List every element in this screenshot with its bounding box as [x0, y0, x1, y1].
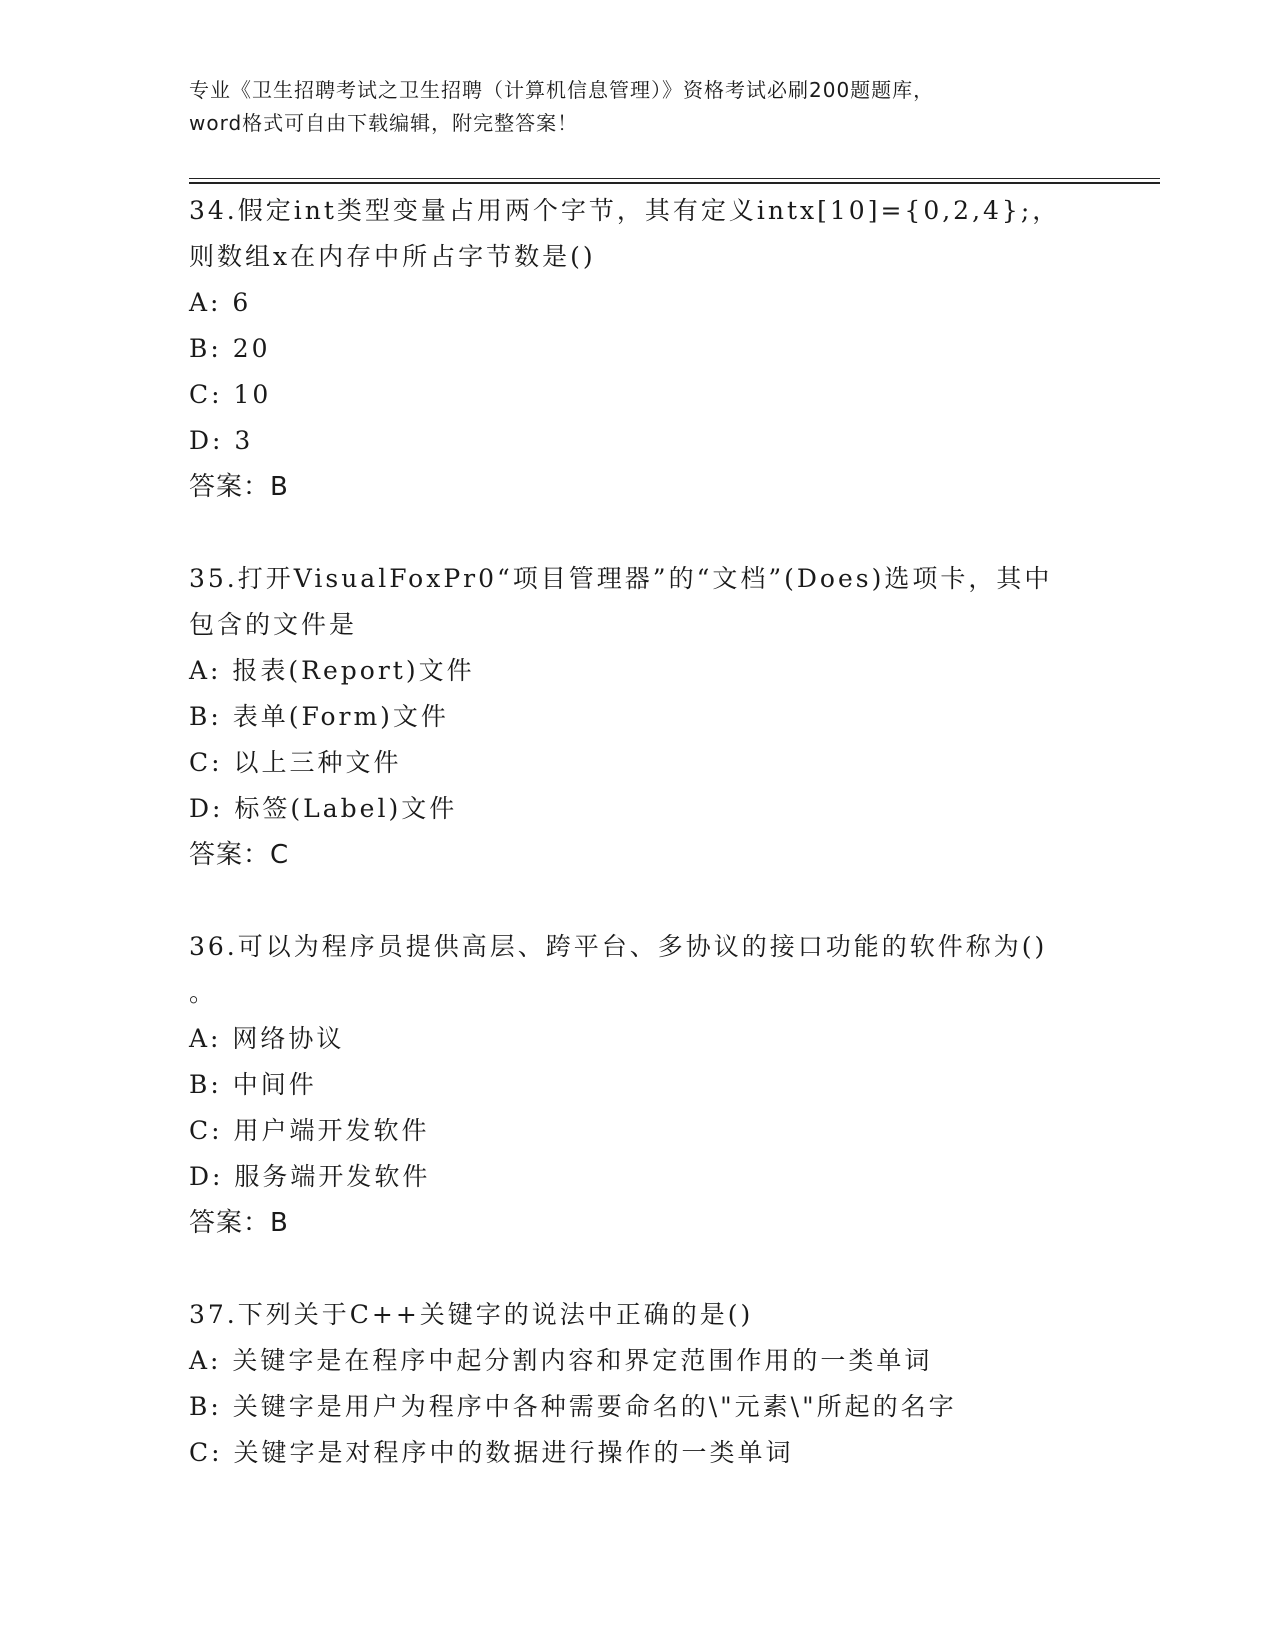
option-c: C: 以上三种文件: [189, 748, 402, 777]
option-d: D: 服务端开发软件: [189, 1162, 431, 1191]
question-list: [189, 188, 1169, 1522]
option-a: A: 6: [189, 288, 252, 317]
answer: 答案：B: [189, 472, 289, 502]
header-line-2: word格式可自由下载编辑，附完整答案！: [189, 111, 579, 135]
answer: 答案：B: [189, 1208, 289, 1238]
question-35: [189, 556, 1169, 878]
question-37: [189, 1292, 1169, 1476]
header-line-1: 专业《卫生招聘考试之卫生招聘（计算机信息管理）》资格考试必刷200题题库，: [189, 78, 935, 102]
header-divider-thin: [189, 178, 1160, 179]
option-d: D: 3: [189, 426, 254, 455]
option-a: A: 报表(Report)文件: [189, 656, 475, 685]
document-header: [189, 74, 1089, 140]
question-stem: 34.假定int类型变量占用两个字节，其有定义intx[10]={0,2,4};，: [189, 196, 1061, 225]
question-34: [189, 188, 1169, 510]
question-stem: 36.可以为程序员提供高层、跨平台、多协议的接口功能的软件称为(): [189, 932, 1048, 961]
question-stem: 则数组x在内存中所占字节数是(): [189, 242, 596, 271]
option-b: B: 关键字是用户为程序中各种需要命名的\"元素\"所起的名字: [189, 1392, 957, 1421]
question-stem: 35.打开VisualFoxPr0“项目管理器”的“文档”(Does)选项卡，其中: [189, 564, 1053, 593]
header-divider-thick: [189, 182, 1160, 184]
question-36: [189, 924, 1169, 1246]
option-d: D: 标签(Label)文件: [189, 794, 458, 823]
option-a: A: 网络协议: [189, 1024, 345, 1053]
option-b: B: 中间件: [189, 1070, 317, 1099]
option-a: A: 关键字是在程序中起分割内容和界定范围作用的一类单词: [189, 1346, 933, 1375]
option-c: C: 用户端开发软件: [189, 1116, 430, 1145]
answer: 答案：C: [189, 840, 290, 870]
option-b: B: 20: [189, 334, 271, 363]
question-stem: 37.下列关于C++关键字的说法中正确的是(): [189, 1300, 754, 1329]
question-stem: 包含的文件是: [189, 610, 358, 639]
option-c: C: 关键字是对程序中的数据进行操作的一类单词: [189, 1438, 794, 1467]
option-c: C: 10: [189, 380, 272, 409]
option-b: B: 表单(Form)文件: [189, 702, 449, 731]
question-stem: 。: [189, 978, 218, 1007]
